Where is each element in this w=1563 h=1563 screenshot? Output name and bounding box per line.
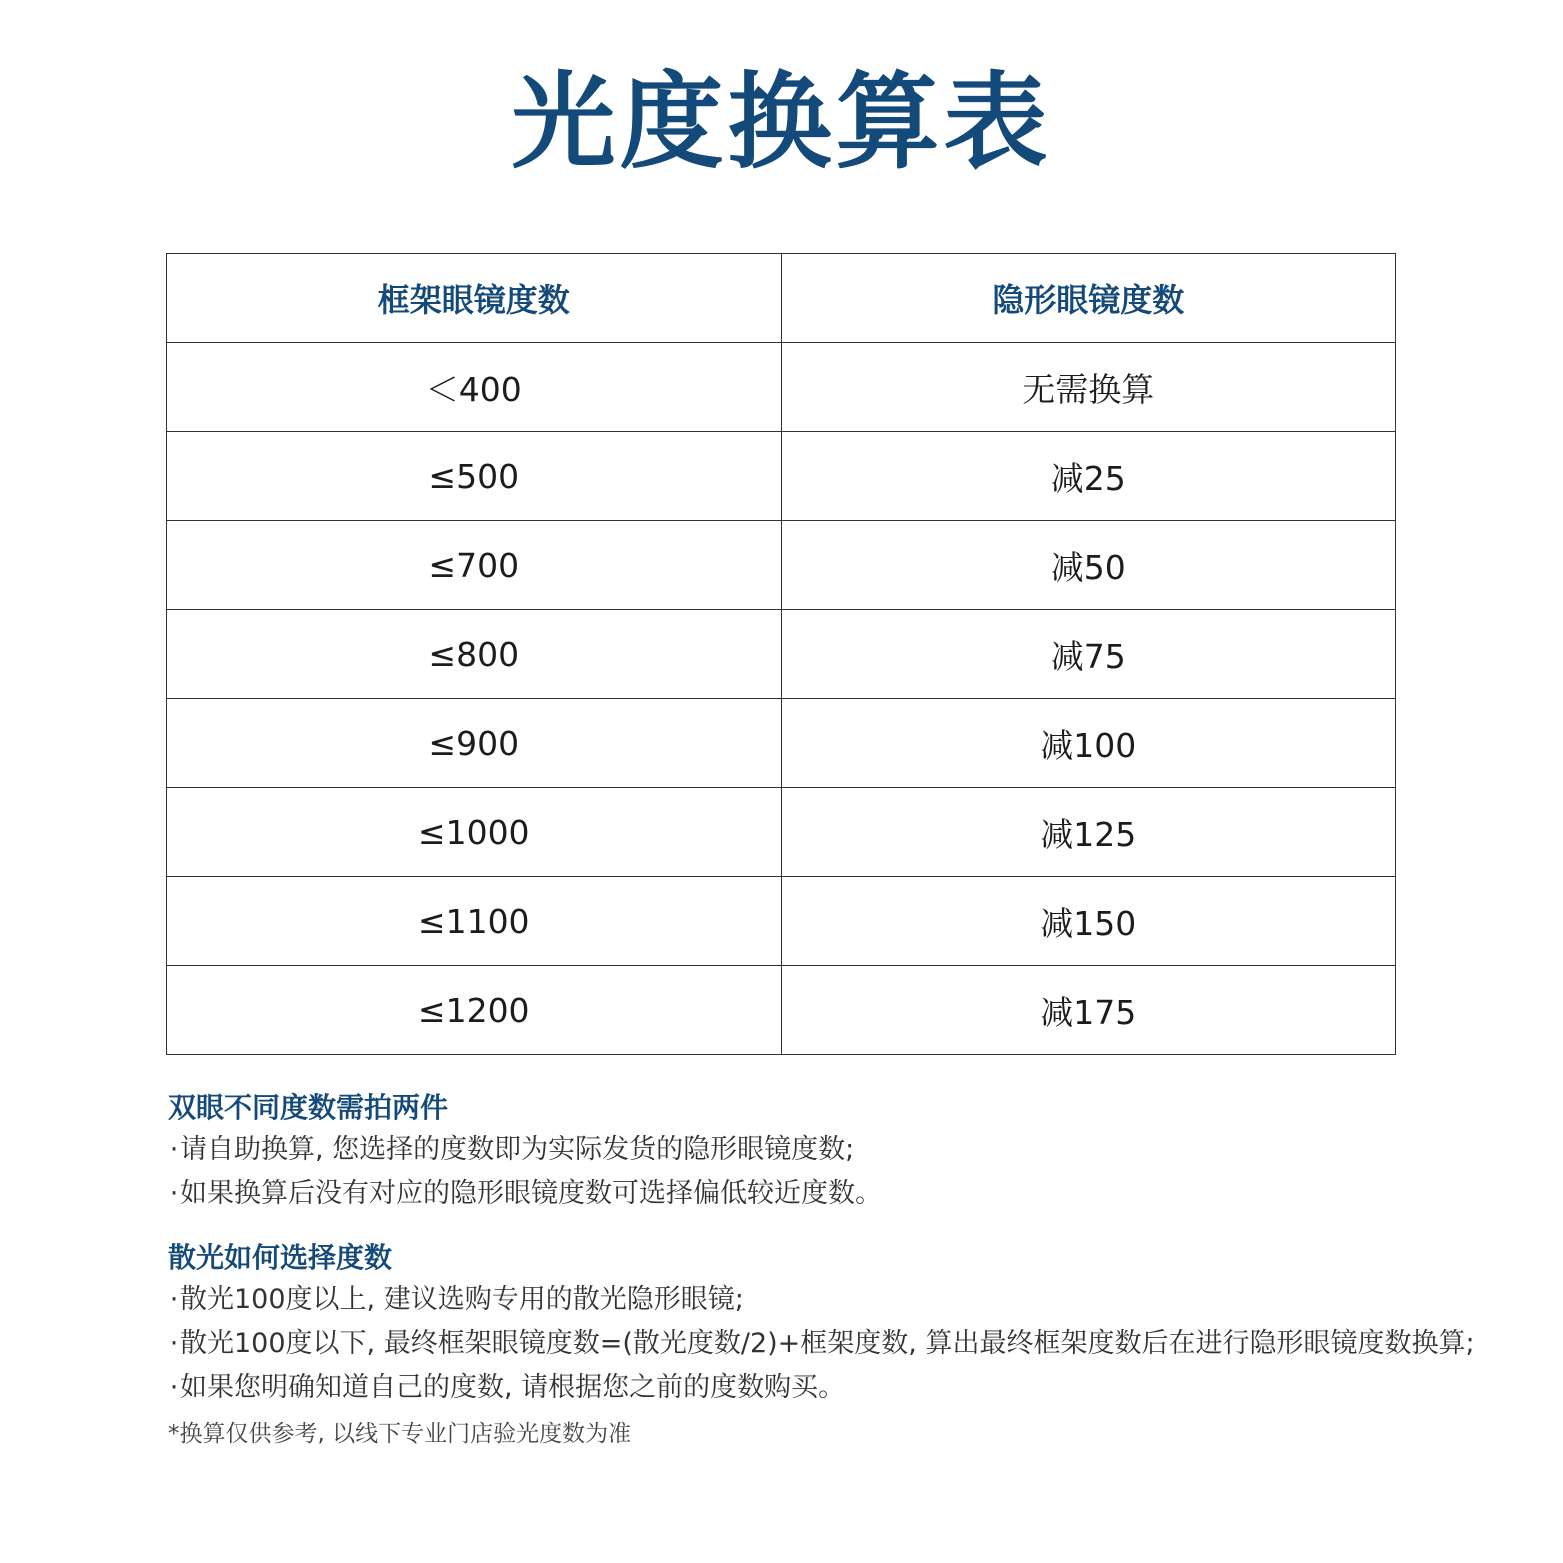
bullet-dot: · [169, 1372, 179, 1403]
table-row [167, 432, 1396, 521]
note-text: 如果您明确知道自己的度数, 请根据您之前的度数购买。 [180, 1372, 846, 1403]
table-row [167, 610, 1396, 699]
note-text: 请自助换算, 您选择的度数即为实际发货的隐形眼镜度数; [180, 1134, 855, 1165]
note-text: 散光100度以下, 最终框架眼镜度数=(散光度数/2)+框架度数, 算出最终框架度数后在进行隐形眼镜度数换算; [180, 1328, 1475, 1359]
bullet-dot: · [169, 1328, 179, 1359]
note-bullet [168, 1172, 1548, 1216]
bullet-dot: · [169, 1134, 179, 1165]
frame-degree-cell: ≤1200 [167, 966, 782, 1055]
frame-degree-cell: ≤500 [167, 432, 782, 521]
contact-degree-cell: 减50 [781, 521, 1396, 610]
frame-degree-cell: ＜400 [167, 343, 782, 432]
section-heading-different-eyes: 双眼不同度数需拍两件 [168, 1091, 449, 1124]
column-header-frame-glasses: 框架眼镜度数 [167, 254, 782, 343]
column-header-contact-lenses: 隐形眼镜度数 [781, 254, 1396, 343]
contact-degree-cell: 减100 [781, 699, 1396, 788]
frame-degree-cell: ≤1100 [167, 877, 782, 966]
note-text: 散光100度以上, 建议选购专用的散光隐形眼镜; [180, 1284, 744, 1315]
conversion-table [166, 253, 1396, 1055]
table-row [167, 343, 1396, 432]
note-bullet [168, 1322, 1548, 1366]
bullet-dot: · [169, 1178, 179, 1209]
note-bullet [168, 1278, 1548, 1322]
table-header-row [167, 254, 1396, 343]
disclaimer-text: *换算仅供参考, 以线下专业门店验光度数为准 [168, 1421, 632, 1447]
contact-degree-cell: 减150 [781, 877, 1396, 966]
contact-degree-cell: 减125 [781, 788, 1396, 877]
page-title: 光度换算表 [511, 61, 1052, 183]
contact-degree-cell: 无需换算 [781, 343, 1396, 432]
table-row [167, 966, 1396, 1055]
note-text: 如果换算后没有对应的隐形眼镜度数可选择偏低较近度数。 [180, 1178, 882, 1209]
contact-degree-cell: 减75 [781, 610, 1396, 699]
table-row [167, 521, 1396, 610]
frame-degree-cell: ≤700 [167, 521, 782, 610]
notes-section [168, 1088, 1548, 1477]
note-bullet [168, 1128, 1548, 1172]
frame-degree-cell: ≤900 [167, 699, 782, 788]
contact-degree-cell: 减25 [781, 432, 1396, 521]
contact-degree-cell: 减175 [781, 966, 1396, 1055]
section-heading-astigmatism: 散光如何选择度数 [168, 1241, 393, 1274]
table-row [167, 788, 1396, 877]
table-row [167, 877, 1396, 966]
frame-degree-cell: ≤800 [167, 610, 782, 699]
bullet-dot: · [169, 1284, 179, 1315]
table-row [167, 699, 1396, 788]
frame-degree-cell: ≤1000 [167, 788, 782, 877]
note-bullet [168, 1366, 1548, 1410]
